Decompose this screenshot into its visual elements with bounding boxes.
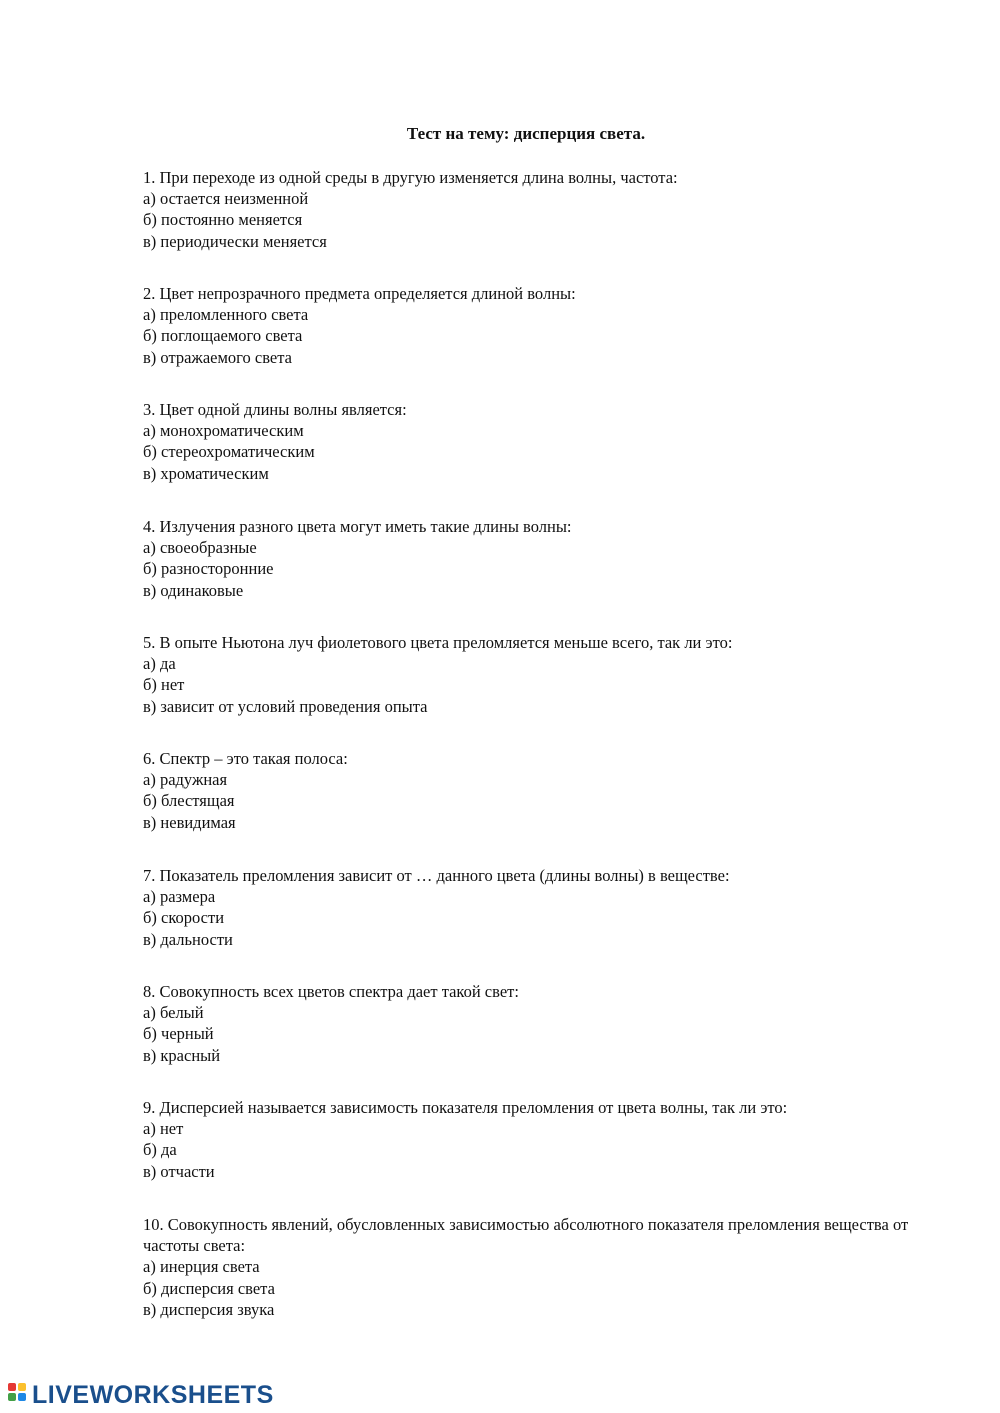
question-text: 9. Дисперсией называется зависимость показателя преломления от цвета волны, так ли это: — [143, 1098, 788, 1117]
answer-option: а) нет — [143, 1119, 184, 1139]
answer-option: б) да — [143, 1140, 177, 1160]
question-9 — [143, 1097, 923, 1182]
question-10 — [143, 1214, 923, 1320]
question-3 — [143, 399, 923, 484]
question-2 — [143, 283, 923, 368]
question-7 — [143, 865, 923, 950]
question-text: 6. Спектр – это такая полоса: — [143, 749, 348, 768]
question-text: 5. В опыте Ньютона луч фиолетового цвета преломляется меньше всего, так ли это: — [143, 633, 733, 652]
answer-option: а) инерция света — [143, 1257, 260, 1277]
answer-option: б) стереохроматическим — [143, 442, 315, 462]
answer-option: б) скорости — [143, 908, 225, 928]
answer-option: б) черный — [143, 1024, 214, 1044]
answer-option: а) остается неизменной — [143, 189, 309, 209]
answer-option: б) постоянно меняется — [143, 210, 303, 230]
answer-option: а) да — [143, 654, 176, 674]
answer-option: б) поглощаемого света — [143, 326, 303, 346]
liveworksheets-logo[interactable] — [8, 1381, 274, 1409]
answer-option: в) периодически меняется — [143, 231, 327, 251]
answer-option: а) преломленного света — [143, 305, 309, 325]
answer-option: в) отражаемого света — [143, 347, 292, 367]
question-text: 2. Цвет непрозрачного предмета определяется длиной волны: — [143, 284, 576, 303]
answer-option: в) невидимая — [143, 812, 236, 832]
page-title: Тест на тему: дисперция света. — [406, 124, 646, 143]
question-text: 1. При переходе из одной среды в другую изменяется длина волны, частота: — [143, 168, 678, 187]
question-1 — [143, 167, 923, 252]
question-text: 4. Излучения разного цвета могут иметь такие длины волны: — [143, 517, 572, 536]
question-5 — [143, 632, 923, 717]
logo-text: LIVEWORKSHEETS — [32, 1381, 274, 1409]
answer-option: в) одинаковые — [143, 580, 244, 600]
answer-option: б) дисперсия света — [143, 1278, 275, 1298]
answer-option: а) размера — [143, 887, 216, 907]
answer-option: б) блестящая — [143, 791, 235, 811]
question-4 — [143, 516, 923, 601]
answer-option: а) монохроматическим — [143, 421, 304, 441]
answer-option: в) дальности — [143, 929, 233, 949]
question-6 — [143, 748, 923, 833]
question-8 — [143, 981, 923, 1066]
question-text: 10. Совокупность явлений, обусловленных зависимостью абсолютного показателя преломления вещества от частоты света: — [143, 1215, 909, 1256]
answer-option: в) хроматическим — [143, 463, 269, 483]
answer-option: а) своеобразные — [143, 538, 257, 558]
question-text: 8. Совокупность всех цветов спектра дает такой свет: — [143, 982, 519, 1001]
answer-option: а) белый — [143, 1003, 204, 1023]
answer-option: а) радужная — [143, 770, 228, 790]
answer-option: в) красный — [143, 1045, 221, 1065]
question-text: 3. Цвет одной длины волны является: — [143, 400, 407, 419]
question-text: 7. Показатель преломления зависит от … данного цвета (длины волны) в веществе: — [143, 866, 730, 885]
answer-option: в) отчасти — [143, 1161, 215, 1181]
answer-option: в) дисперсия звука — [143, 1299, 275, 1319]
answer-option: в) зависит от условий проведения опыта — [143, 696, 428, 716]
blocks-icon — [8, 1383, 30, 1407]
answer-option: б) нет — [143, 675, 185, 695]
answer-option: б) разносторонние — [143, 559, 274, 579]
